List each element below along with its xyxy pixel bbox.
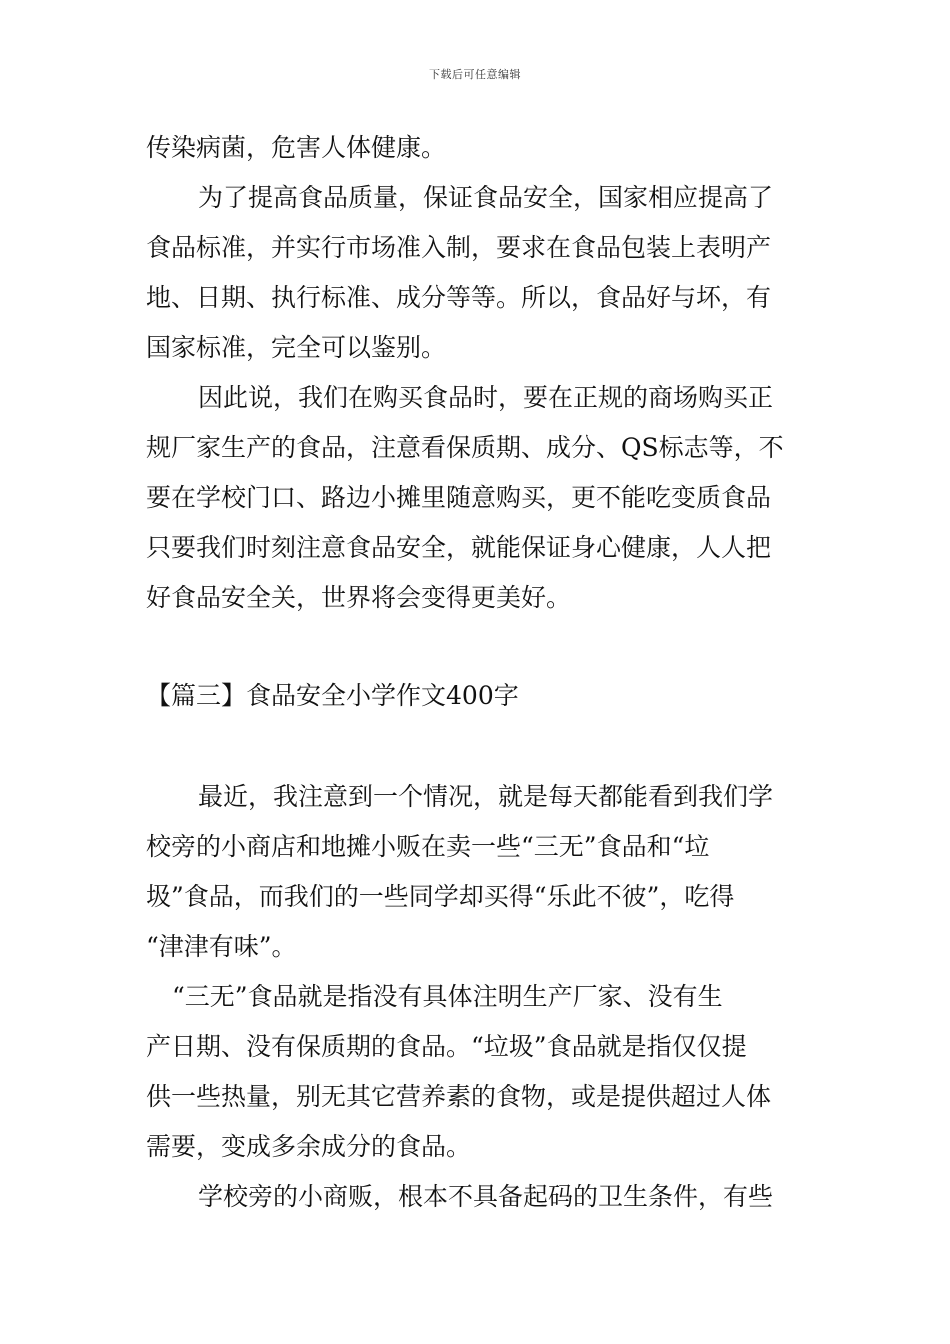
essay-line: 校旁的小商店和地摊小贩在卖一些“三无”食品和“垃 — [146, 832, 710, 861]
essay-line: 圾”食品，而我们的一些同学却买得“乐此不彼”，吃得 — [146, 882, 735, 911]
essay-line: 学校旁的小商贩，根本不具备起码的卫生条件，有些 — [198, 1182, 774, 1211]
essay-line: 需要，变成多余成分的食品。 — [146, 1132, 472, 1161]
essay-line: “津津有味”。 — [146, 932, 297, 961]
paragraph-line: 地、日期、执行标准、成分等等。所以，食品好与坏，有 — [146, 283, 772, 312]
page-header: 下载后可任意编辑 — [429, 68, 521, 81]
essay-line: “三无”食品就是指没有具体注明生产厂家、没有生 — [172, 982, 723, 1011]
essay-line: 供一些热量，别无其它营养素的食物，或是提供超过人体 — [146, 1082, 772, 1111]
essay-line: 最近，我注意到一个情况，就是每天都能看到我们学 — [198, 782, 774, 811]
paragraph-line: 只要我们时刻注意食品安全，就能保证身心健康，人人把 — [146, 533, 772, 562]
paragraph-line: 传染病菌，危害人体健康。 — [146, 133, 447, 162]
paragraph-line: 为了提高食品质量，保证食品安全，国家相应提高了 — [198, 183, 774, 212]
paragraph-line: 因此说，我们在购买食品时，要在正规的商场购买正 — [198, 383, 774, 412]
paragraph-line: 国家标准，完全可以鉴别。 — [146, 333, 447, 362]
paragraph-line: 好食品安全关，世界将会变得更美好。 — [146, 583, 572, 612]
essay-line: 产日期、没有保质期的食品。“垃圾”食品就是指仅仅提 — [146, 1032, 747, 1061]
paragraph-line: 规厂家生产的食品，注意看保质期、成分、QS标志等，不 — [146, 433, 784, 462]
section-heading: 【篇三】食品安全小学作文400字 — [146, 681, 519, 710]
paragraph-line: 食品标准，并实行市场准入制，要求在食品包装上表明产 — [146, 233, 772, 262]
paragraph-line: 要在学校门口、路边小摊里随意购买，更不能吃变质食品 — [146, 483, 772, 512]
